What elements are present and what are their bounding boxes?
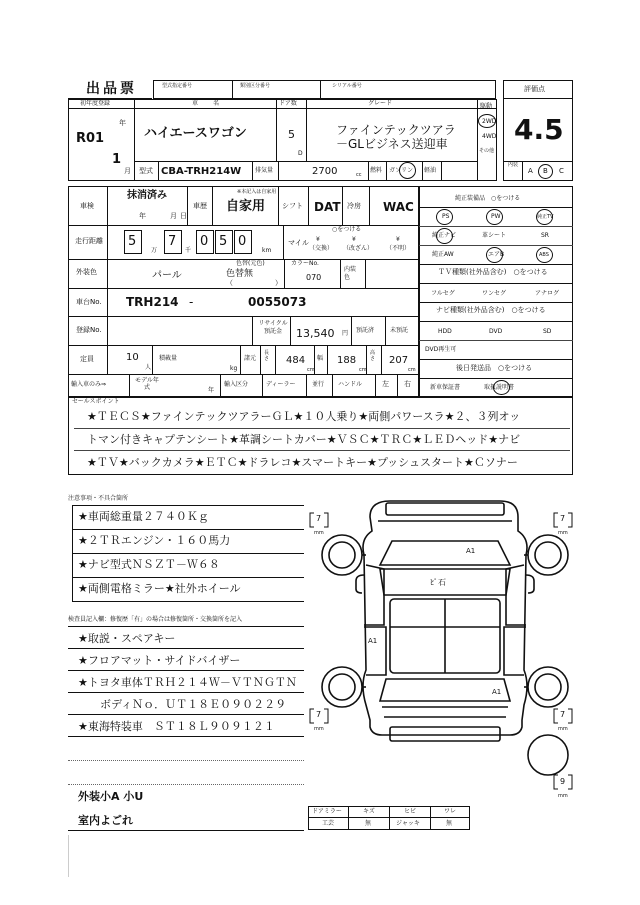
cc-unit: cc xyxy=(356,172,362,178)
mileage-unit-sen: 千 xyxy=(185,247,192,254)
fuel-gas: ガソリン xyxy=(389,167,414,174)
note-item-3: ★ナビ型式ＮＳＺＴ－Ｗ６８ xyxy=(78,558,220,571)
equip-airbag-circle xyxy=(486,247,503,263)
tire-spare-depth: 9 xyxy=(560,777,566,786)
drive-other: その他 xyxy=(479,148,495,154)
damage-mark-a1-front: A1 xyxy=(466,547,476,555)
height-label: 高さ xyxy=(370,350,376,362)
tire-rr-depth: 7 xyxy=(560,710,566,719)
damage-mark-a1-rear: A1 xyxy=(492,688,502,696)
dims-label: 諸元 xyxy=(244,355,257,362)
tire-fl-unit: mm xyxy=(314,530,324,536)
interior-c: C xyxy=(559,167,564,175)
door-unit: D xyxy=(298,150,303,157)
equip-pw-circle xyxy=(486,209,503,225)
defect-value-2: 無 xyxy=(365,820,372,827)
interior-a: A xyxy=(528,167,533,175)
tv-analog: アナログ xyxy=(535,290,560,297)
inspection-label: 車検 xyxy=(80,202,94,210)
equip-aw: 純正AW xyxy=(432,251,454,258)
color-orig-label: 色替(元色) xyxy=(236,260,265,267)
interior-label: 内装 xyxy=(508,162,519,168)
fuel-light: 軽油 xyxy=(424,167,437,174)
interior-b-circle xyxy=(538,164,553,179)
deposit-paid: 預託済 xyxy=(356,327,375,334)
import-type-label: 輸入区分 xyxy=(224,381,249,388)
width-value: 188 xyxy=(337,355,357,366)
equip-tv: 純正TV xyxy=(537,214,554,220)
inspector-item-3: ★トヨタ車体ＴＲＨ２１４Ｗ－ＶＴＮＧＴＮ xyxy=(78,676,297,689)
reg-month: 1 xyxy=(112,152,122,167)
exterior-small-label: 外装小A 小U xyxy=(78,790,144,803)
score-value: 4.5 xyxy=(514,113,564,146)
defect-header-3: ヒビ xyxy=(404,808,417,815)
drive-2wd: 2WD xyxy=(482,118,497,125)
chassis-number: 0055073 xyxy=(248,295,307,309)
equip-navi: 純正ナビ xyxy=(432,232,457,239)
fuel-gas-circle xyxy=(399,162,416,179)
width-label: 幅 xyxy=(317,355,324,362)
later-manual: 取扱説明書 xyxy=(484,384,515,391)
insp-year-unit: 年 xyxy=(139,212,146,220)
mileage-digit-4: 5 xyxy=(219,234,228,249)
tv-oneseg: ワンセグ xyxy=(482,290,507,297)
navi-type-title: ナビ種類(社外品含む) ○をつける xyxy=(436,306,546,314)
door-count: 5 xyxy=(288,128,295,141)
equip-navi-circle xyxy=(436,228,453,244)
chassis-label: 車台No. xyxy=(76,298,102,306)
length-unit: cm xyxy=(307,367,315,373)
mileage-circle-note: ○をつける xyxy=(332,226,362,233)
load-label: 積載量 xyxy=(159,355,178,362)
color-code-label: カラーNo. xyxy=(291,260,319,267)
tire-rr-unit: mm xyxy=(558,726,568,732)
equip-abs: ABS xyxy=(539,252,549,258)
reg-label: 登録No. xyxy=(76,326,102,334)
capacity-unit: 人 xyxy=(145,364,152,371)
reg-era: R01 xyxy=(76,131,105,146)
equip-leather: 革シート xyxy=(482,232,507,239)
damage-mark-a1-left: A1 xyxy=(368,637,378,645)
mileage-digit-1: 5 xyxy=(128,234,137,249)
shift-label: シフト xyxy=(282,202,303,210)
load-unit: kg xyxy=(230,365,238,372)
handle-label: ハンドル xyxy=(338,381,363,388)
model-year-unit: 年 xyxy=(208,387,215,394)
navi-dvd-play: DVD再生可 xyxy=(425,346,457,353)
model-year-label: モデル年式 xyxy=(135,377,159,391)
interior-b: B xyxy=(543,167,548,175)
deposit-not: 未預託 xyxy=(390,327,409,334)
tire-rl-depth: 7 xyxy=(316,710,322,719)
handle-right: 右 xyxy=(404,380,411,388)
tire-spare-unit: mm xyxy=(558,793,568,799)
mileage-digit-2: 7 xyxy=(168,234,177,249)
interior-color-label: 内装色 xyxy=(344,266,357,281)
color-change: 色替無 xyxy=(226,269,254,279)
unknown-label: （不明） xyxy=(386,245,411,252)
color-label: 外装色 xyxy=(76,268,97,276)
drive-4wd: 4WD xyxy=(482,133,497,140)
sales-label: セールスポイント xyxy=(72,398,120,405)
reg-month-unit: 月 xyxy=(124,167,131,175)
fuel-label: 燃料 xyxy=(370,167,383,174)
mileage-unit-km: km xyxy=(262,247,272,254)
navi-sd: SD xyxy=(543,328,552,335)
drive-2wd-circle xyxy=(478,114,496,128)
ac-label: 冷房 xyxy=(347,202,361,210)
usage-type: 自家用 xyxy=(226,199,266,214)
inspector-item-1: ★取説・スペアキー xyxy=(78,632,176,645)
later-manual-circle xyxy=(493,380,510,395)
doors-label: ドア数 xyxy=(279,100,297,107)
capacity-value: 10 xyxy=(126,352,139,363)
page-title: 出品票 xyxy=(86,81,137,97)
import-label: 輸入車のみ⇒ xyxy=(71,381,107,388)
car-name-label: 車 名 xyxy=(192,100,221,107)
recycle-value: 13,540 xyxy=(296,327,335,340)
mileage-label: 走行距離 xyxy=(75,237,103,245)
inspector-title: 検査員記入欄：修復歴「有」の場合は修復箇所・交換箇所を記入 xyxy=(68,616,243,623)
note-item-2: ★２ＴＲエンジン・１６０馬力 xyxy=(78,534,231,547)
grade-line2: －GLビジネス送迎車 xyxy=(336,137,448,151)
equip-sr: SR xyxy=(541,232,549,239)
sales-line-2: トマン付きキャプテンシート★革調シートカバー★ＶＳＣ★ＴＲＣ★ＬＥＤヘッド★ナビ xyxy=(87,433,521,446)
tire-fl-depth: 7 xyxy=(316,514,322,523)
length-label: 長さ xyxy=(264,350,270,362)
equip-pw: PW xyxy=(491,213,501,220)
equip-ps: PS xyxy=(442,213,450,220)
car-damage-diagram xyxy=(300,495,585,805)
model-label: 型式 xyxy=(139,167,153,175)
grade-label: グレード xyxy=(368,100,393,107)
recycle-label: リサイクル預託金 xyxy=(258,320,288,335)
rollback-label: （改ざん） xyxy=(343,245,374,252)
notes-title: 注意事項・不具合箇所 xyxy=(68,495,129,502)
yen-2: ¥ xyxy=(352,236,356,243)
type-label: 車歴 xyxy=(193,202,207,210)
tv-title: ＴＶ種類(社外品含む) ○をつける xyxy=(438,268,548,276)
car-name: ハイエースワゴン xyxy=(144,126,247,141)
shift-value: DAT xyxy=(314,200,341,214)
note-item-4: ★両側電格ミラー★社外ホイール xyxy=(78,582,241,595)
color-paren: （ ） xyxy=(226,279,282,287)
mileage-unit-man: 万 xyxy=(151,247,158,254)
defect-value-4: 無 xyxy=(446,820,453,827)
width-unit: cm xyxy=(359,367,367,373)
damage-mark-pitting: ﾋﾟ石 xyxy=(430,578,446,587)
category-label: 類別区分番号 xyxy=(240,83,271,89)
note-item-1: ★車両総重量２７４０Ｋｇ xyxy=(78,510,209,523)
handle-left: 左 xyxy=(382,380,389,388)
serial-label: シリアル番号 xyxy=(332,83,362,89)
type-note: ※本記入は自家用 xyxy=(237,189,277,195)
equipment-title: 純正装備品 ○をつける xyxy=(455,195,521,202)
reg-year-unit: 年 xyxy=(119,119,126,127)
color-value: パール xyxy=(152,270,182,281)
cert-numbers-box xyxy=(153,80,496,99)
tire-fr-depth: 7 xyxy=(560,514,566,523)
equip-abs-circle xyxy=(536,247,553,263)
defect-header-2: キズ xyxy=(363,808,375,815)
score-label: 評価点 xyxy=(524,85,545,93)
equip-ps-circle xyxy=(436,209,453,225)
inspector-item-2: ★フロアマット・サイドバイザー xyxy=(78,654,241,667)
equip-tv-circle xyxy=(536,209,553,225)
mileage-digit-3: 0 xyxy=(200,234,209,249)
navi-hdd: HDD xyxy=(438,328,452,335)
insp-month-unit: 月 xyxy=(170,212,177,220)
length-value: 484 xyxy=(286,355,306,366)
yen-3: ¥ xyxy=(396,236,400,243)
model-code: CBA-TRH214W xyxy=(161,166,242,177)
import-parallel: 並行 xyxy=(312,381,325,388)
mileage-digit-5: 0 xyxy=(238,234,247,249)
inspector-item-4: ボディＮｏ．ＵＴ１８Ｅ０９０２２９ xyxy=(100,698,287,711)
equip-airbag: エアB xyxy=(488,251,505,258)
defect-header-4: ワレ xyxy=(444,808,457,815)
defect-value-3: ジャッキ xyxy=(396,820,420,827)
import-dealer: ディーラー xyxy=(266,381,296,388)
height-value: 207 xyxy=(389,355,409,366)
sales-line-1: ★ＴＥＣＳ★ファインテックツアラーＧＬ★１０人乗り★両側パワースラ★２、３列オッ xyxy=(87,410,521,423)
defect-header-1: ドアミラー xyxy=(312,808,342,815)
tire-fr-unit: mm xyxy=(558,530,568,536)
tire-rl-unit: mm xyxy=(314,726,324,732)
tv-fullseg: フルセグ xyxy=(431,290,455,297)
cc-label: 排気量 xyxy=(255,167,274,174)
first-reg-label: 初年度登録 xyxy=(80,100,111,107)
drive-label: 駆動 xyxy=(480,103,493,110)
capacity-label: 定員 xyxy=(80,355,94,363)
recycle-yen: 円 xyxy=(342,330,349,337)
ac-value: WAC xyxy=(383,200,414,214)
model-cert-label: 型式指定番号 xyxy=(162,83,193,89)
sales-line-3: ★ＴＶ★バックカメラ★ＥＴＣ★ドラレコ★スマートキー★プッシュスタート★Ｃソナー xyxy=(87,456,518,469)
yen-1: ¥ xyxy=(316,236,320,243)
insp-day-unit: 日 xyxy=(180,212,187,220)
color-code: 070 xyxy=(306,273,322,282)
grade-line1: ファインテックツアラ xyxy=(336,123,456,137)
meter-label: マイル xyxy=(288,239,309,247)
inspection-value: 抹消済み xyxy=(127,190,167,201)
height-unit: cm xyxy=(408,367,416,373)
chassis-prefix: TRH214 xyxy=(126,295,179,309)
cc-value: 2700 xyxy=(312,166,338,177)
interior-dirt-label: 室内よごれ xyxy=(78,814,133,827)
navi-dvd: DVD xyxy=(489,328,503,335)
later-warranty: 新車保証書 xyxy=(430,384,461,391)
chassis-dash: - xyxy=(189,295,194,309)
defect-value-1: 工芸 xyxy=(322,820,335,827)
swap-label: （交換） xyxy=(309,245,334,252)
inspector-item-5: ★東海特装車 ＳＴ１８Ｌ９０９１２１ xyxy=(78,720,275,733)
later-docs-title: 後日発送品 ○をつける xyxy=(456,364,533,372)
